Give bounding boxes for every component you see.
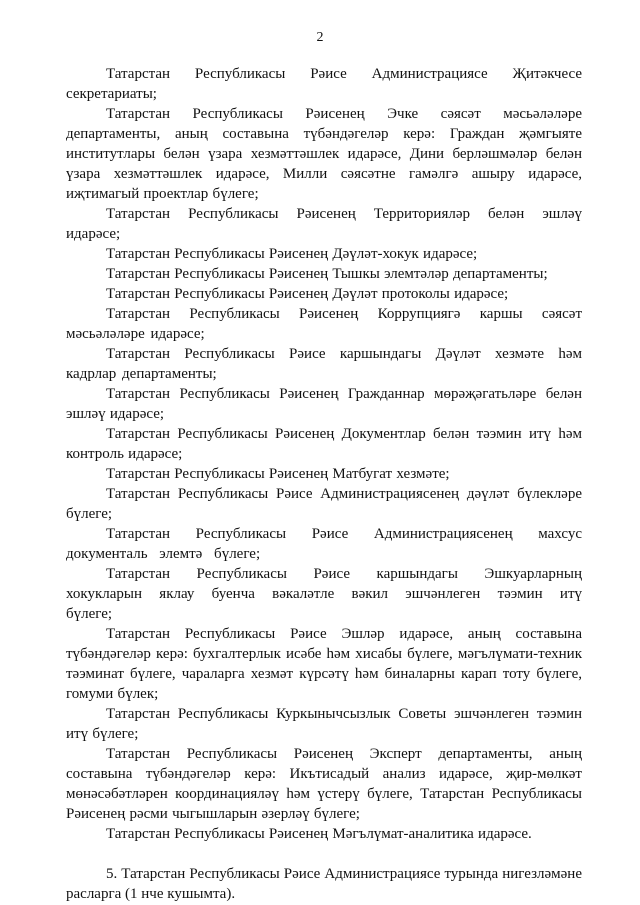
list-item: Татарстан Республикасы Рәисенең Дәүләт-хокук идарәсе; (106, 246, 478, 262)
list-item: Татарстан Республикасы Рәисенең Эчке сәясәт мәсьәләләре департаменты, аның составына түбәндәгеләр керә: Граждан җәмгыяте институтлары белән үзара хезмәттәшлек идарәсе, Дини берләшмәләр белән үзара хезмәттәшлек идарәсе, Милли сәясәтне гамәлгә ашыру идарәсе, иҗтимагый проектлар бүлеге; (66, 106, 582, 202)
section-spacer (66, 844, 582, 864)
list-item: Татарстан Республикасы Рәисе Эшләр идарәсе, аның составына түбәндәгеләр керә: бухгалтерлык исәбе һәм хисабы бүлеге, мәгълүмати-техник тәэминат бүлеге, чараларга хезмәт күрсәтү һәм биналарны карап тоту бүлеге, гомуми бүлек; (66, 626, 582, 702)
page-number: 2 (316, 30, 324, 45)
list-item: Татарстан Республикасы Рәисе каршындагы Эшкуарларның хокукларын яклау буенча вәкаләтле вәкил эшчәнлеген тәэмин итү бүлеге; (66, 566, 582, 622)
list-item: Татарстан Республикасы Рәисенең Гражданнар мөрәҗәгатьләре белән эшләү идарәсе; (66, 386, 582, 422)
list-item: Татарстан Республикасы Рәисенең Дәүләт протоколы идарәсе; (106, 286, 509, 302)
list-item: Татарстан Республикасы Рәисенең Мәгълүмат-аналитика идарәсе. (106, 826, 532, 842)
list-item: Татарстан Республикасы Рәисе Администрациясе Җитәкчесе секретариаты; (66, 66, 582, 102)
list-item: Татарстан Республикасы Рәисе Администрациясенең дәүләт бүлекләре бүлеге; (66, 486, 582, 522)
list-item: Татарстан Республикасы Рәисенең Тышкы элемтәләр департаменты; (106, 266, 548, 282)
closing-paragraph: 5. Татарстан Республикасы Рәисе Администрациясе турында нигезләмәне расларга (1 нче кушымта). (66, 866, 582, 902)
list-item: Татарстан Республикасы Рәисенең Территорияләр белән эшләү идарәсе; (66, 206, 582, 242)
list-item: Татарстан Республикасы Рәисенең Документлар белән тәэмин итү һәм контроль идарәсе; (66, 426, 582, 462)
document-body (66, 64, 582, 904)
list-item: Татарстан Республикасы Рәисе каршындагы Дәүләт хезмәте һәм кадрлар департаменты; (66, 346, 582, 382)
list-item: Татарстан Республикасы Рәисенең Коррупциягә каршы сәясәт мәсьәләләре идарәсе; (66, 306, 582, 342)
list-item: Татарстан Республикасы Рәисе Администрациясенең махсус документаль элемтә бүлеге; (66, 526, 582, 562)
list-item: Татарстан Республикасы Рәисенең Матбугат хезмәте; (106, 466, 450, 482)
list-item: Татарстан Республикасы Куркынычсызлык Советы эшчәнлеген тәэмин итү бүлеге; (66, 706, 582, 742)
list-item: Татарстан Республикасы Рәисенең Эксперт департаменты, аның составына түбәндәгеләр керә: Икътисадый анализ идарәсе, җир-мөлкәт мөнәсәбәтләрен координацияләү һәм үстерү бүлеге, Татарстан Республикасы Рәисенең рәсми чыгышларын әзерләү бүлеге; (66, 746, 582, 822)
